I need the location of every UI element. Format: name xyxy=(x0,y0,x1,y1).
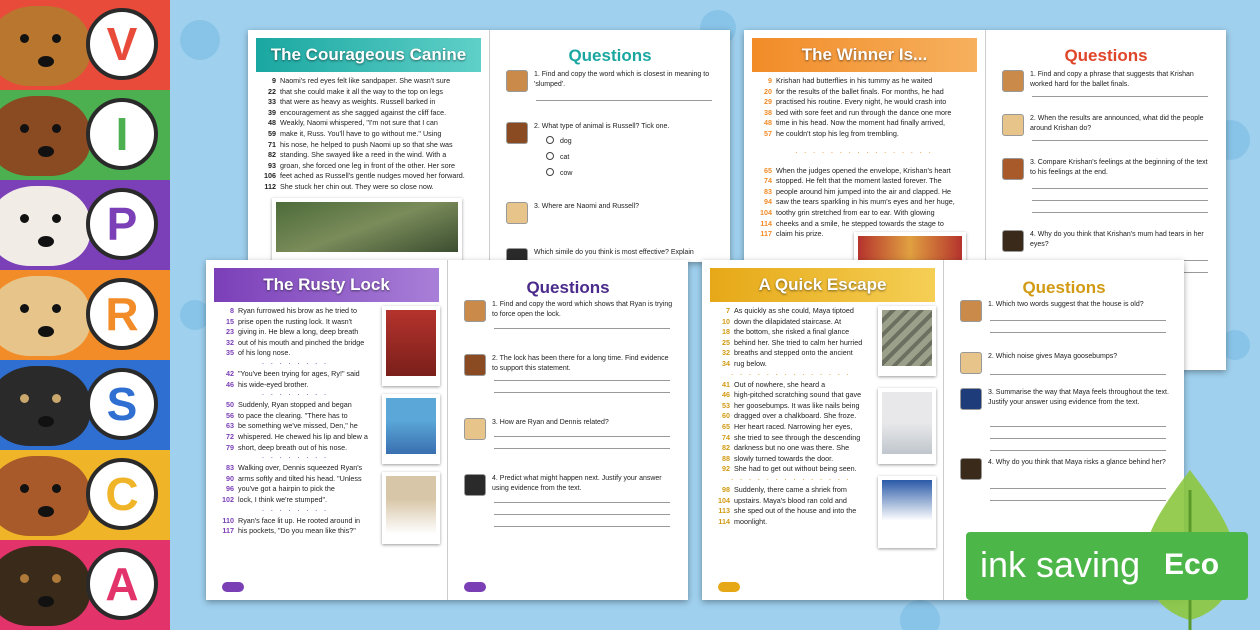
story-text: 7 As quickly as she could, Maya tiptoed 10 down the dilapidated staircase. At 18 the bottom, she risked a final glance 25 behind her. She tried to calm her hurried 32 breaths and stepped onto the ancient 34 rug below. · · · · · · · · · · · · · · 41 Out of nowhere, she heard a 46 high-pitched scratching sound that gave 53 her goosebumps. It was like nails being 60 dragged over a chalkboard. She froze. 65 Her heart raced. Narrowing her eyes, 74 she tried to see through the descending 82 darkness but no one was there. She 88 slowly turned towards the door. 92 She had to get out without being seen. · · · · · · · · · · · · · · 98 Suddenly, there came a shriek from 104 upstairs. Maya's blood ran cold and 113 she sped out of the house and into the 114 moonlight. xyxy=(718,306,863,526)
ink-saving-label: ink saving xyxy=(980,544,1141,585)
letter-v: V xyxy=(86,8,158,80)
story-page xyxy=(206,260,447,600)
story-page xyxy=(248,30,489,262)
twinkl-logo xyxy=(718,582,740,592)
band-v xyxy=(0,0,170,90)
dog-p-icon xyxy=(0,186,90,266)
letter-a: A xyxy=(86,548,158,620)
dog-a-icon xyxy=(0,546,90,626)
question-2: 2. What type of animal is Russell? Tick one. dog cat cow xyxy=(506,122,716,182)
girl-photo xyxy=(878,388,936,464)
band-s xyxy=(0,360,170,450)
question-1: 1. Find and copy the word which shows that Ryan is trying to force open the lock. xyxy=(464,300,674,340)
story-text: 8 Ryan furrowed his brow as he tried to 15 prise open the rusting lock. It wasn't 23 giving in. He blew a long, deep breath 32 out of his mouth and pinched the bridge 35 of his long nose. · · · · · · · · 42 "You've been trying for ages, Ry!" said 46 his wide-eyed brother. · · · · · · · · 50 Suddenly, Ryan stopped and began 56 to pace the clearing. "There has to 63 be something we've missed, Den," he 72 whispered. He chewed his lip and blew a 79 short, deep breath out of his nose. · · · · · · · · 83 Walking over, Dennis squeezed Ryan's 90 arms softly and tilted his head. "Unless 96 you've got a hairpin to pick the 102 lock, I think we're stumped". · · · · · · · · 110 Ryan's face lit up. He rooted around in 117 his pockets, "Do you mean like this?" xyxy=(222,306,368,536)
option-cat[interactable]: cat xyxy=(546,152,569,163)
question-2: 2. Which noise gives Maya goosebumps? xyxy=(960,352,1170,382)
twinkl-logo xyxy=(222,582,244,592)
paw-print-decoration xyxy=(900,600,940,630)
story-title: The Winner Is... xyxy=(752,38,977,72)
band-i xyxy=(0,90,170,180)
story-text: 9 Krishan had butterflies in his tummy as he waited 20 for the results of the ballet finals. For months, he had 29 practised his routine. Every night, he would crash into 38 bed with sore feet and run through the dance one more 48 time in his head. Now the moment had finally arrived, 57 he couldn't stop his leg from trembling. · · · · · · · · · · · · · · · · 65 When the judges opened the envelope, Krishan's heart 74 stopped. He felt that the moment lasted forever. The 83 people around him jumped into the air and clapped. He 94 saw the tears sparkling in his mum's eyes and her huge, 104 toothy grin stretched from ear to ear. With glowing 114 cheeks and a smile, he stepped towards the stage to 117 claim his prize. xyxy=(760,76,955,239)
letter-r: R xyxy=(86,278,158,350)
staircase-photo xyxy=(878,306,936,376)
story-page xyxy=(702,260,943,600)
option-dog[interactable]: dog xyxy=(546,136,572,147)
questions-title: Questions xyxy=(526,278,610,297)
band-r xyxy=(0,270,170,360)
band-c xyxy=(0,450,170,540)
eco-tag: Eco xyxy=(1164,548,1220,581)
questions-page xyxy=(447,260,688,600)
question-1: 1. Which two words suggest that the house is old? xyxy=(960,300,1170,340)
option-cow[interactable]: cow xyxy=(546,168,572,179)
boy-photo-1 xyxy=(382,394,440,464)
questions-title: Questions xyxy=(1022,278,1106,297)
question-4: Which simile do you think is most effective? Explain xyxy=(506,248,716,262)
dog-s-icon xyxy=(0,366,90,446)
dog-c-icon xyxy=(0,456,90,536)
dog-v-icon xyxy=(0,6,90,86)
question-4: 4. Predict what might happen next. Justify your answer using evidence from the text. xyxy=(464,474,674,534)
letter-c: C xyxy=(86,458,158,530)
question-4: 4. Why do you think that Maya risks a glance behind her? xyxy=(960,458,1170,528)
letter-i: I xyxy=(86,98,158,170)
worksheet-courageous-canine xyxy=(248,30,730,262)
lock-photo xyxy=(382,306,440,386)
cliff-photo xyxy=(272,198,462,262)
story-text: 9 Naomi's red eyes felt like sandpaper. She wasn't sure 22 that she could make it all the way to the top on legs 33 that were as heavy as weights. Russell barked in 39 encouragement as she sagged against the cliff face. 48 Weakly, Naomi whispered, "I'm not sure that I can 59 make it, Russ. You'll have to go without me." Using 71 his nose, he helped to push Naomi up so that she was 82 standing. She swayed like a reed in the wind. With a 93 groan, she forced one leg in front of the other. Her sore 106 feet ached as Russell's gentle nudges moved her forward. 112 She stuck her chin out. They were so close now. xyxy=(264,76,465,191)
dog-r-icon xyxy=(0,276,90,356)
paw-print-decoration xyxy=(180,20,220,60)
questions-title: Questions xyxy=(1064,46,1148,65)
questions-title: Questions xyxy=(568,46,652,65)
story-title: A Quick Escape xyxy=(710,268,935,302)
story-title: The Rusty Lock xyxy=(214,268,439,302)
question-3: 3. Compare Krishan's feelings at the beginning of the text to his feelings at the end. xyxy=(1002,158,1212,228)
moonlight-photo xyxy=(878,476,936,548)
question-3: 3. Summarise the way that Maya feels throughout the text. Justify your answer using evidence from the text. xyxy=(960,388,1170,458)
band-a xyxy=(0,540,170,630)
band-p xyxy=(0,180,170,270)
story-title: The Courageous Canine xyxy=(256,38,481,72)
questions-page xyxy=(489,30,730,262)
question-3: 3. Where are Naomi and Russell? xyxy=(506,202,716,232)
question-1: 1. Find and copy the word which is closest in meaning to 'slumped'. xyxy=(506,70,716,110)
question-4: 4. Why do you think that Krishan's mum had tears in her eyes? xyxy=(1002,230,1212,290)
letter-p: P xyxy=(86,188,158,260)
boy-photo-2 xyxy=(382,472,440,544)
question-1: 1. Find and copy a phrase that suggests that Krishan worked hard for the ballet finals. xyxy=(1002,70,1212,100)
question-2: 2. The lock has been there for a long time. Find evidence to support this statement. xyxy=(464,354,674,404)
ink-saving-badge xyxy=(966,532,1248,600)
dog-i-icon xyxy=(0,96,90,176)
worksheet-rusty-lock xyxy=(206,260,688,600)
vipers-strip xyxy=(0,0,170,630)
question-3: 3. How are Ryan and Dennis related? xyxy=(464,418,674,458)
letter-s: S xyxy=(86,368,158,440)
question-2: 2. When the results are announced, what did the people around Krishan do? xyxy=(1002,114,1212,154)
twinkl-logo xyxy=(464,582,486,592)
